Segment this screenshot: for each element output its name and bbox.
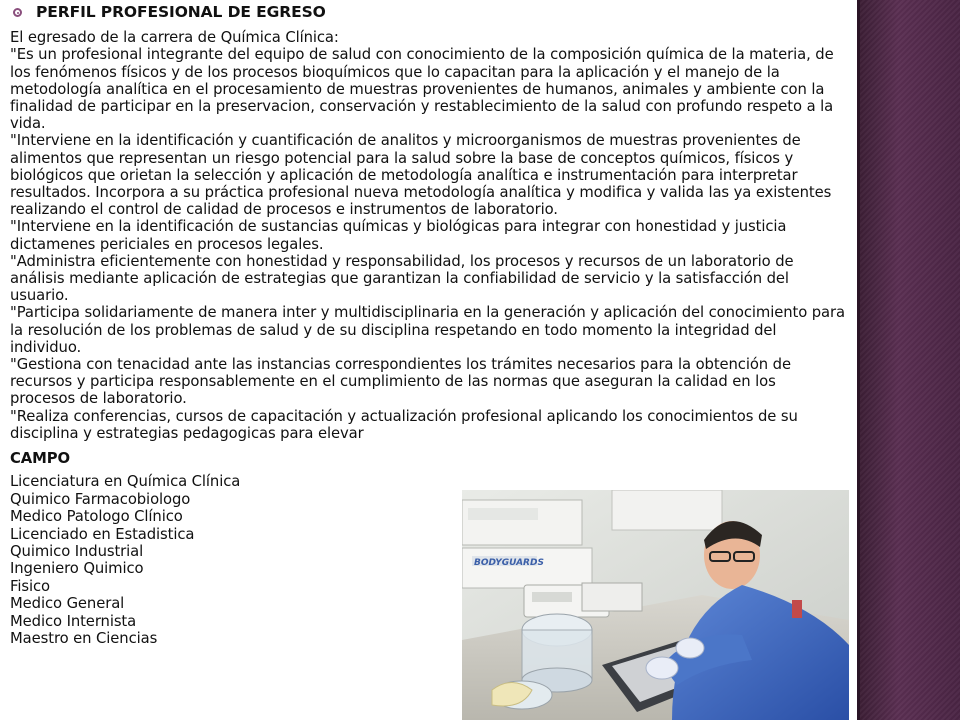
- campo-item: Fisico: [10, 577, 50, 595]
- intro-text: El egresado de la carrera de Química Clínica:: [10, 29, 339, 47]
- campo-item: Medico General: [10, 595, 125, 613]
- photo-box-label: BODYGUARDS: [474, 558, 544, 568]
- profile-paragraph: "Realiza conferencias, cursos de capacitación y actualización profesional aplicando los conocimientos de su disciplina y estrategias pedagogicas para elevar: [10, 407, 798, 442]
- campo-item: Licenciatura en Química Clínica: [10, 473, 241, 491]
- profile-paragraph: "Gestiona con tenacidad ante las instancias correspondientes los trámites necesarios para la obtención de recursos y participa responsablemente en el cumplimiento de las normas que aseguran la calidad en los procesos de laboratorio.: [10, 356, 791, 408]
- campo-item: Quimico Industrial: [10, 542, 144, 560]
- campo-item: Ingeniero Quimico: [10, 560, 144, 578]
- profile-paragraph: "Administra eficientemente con honestidad y responsabilidad, los procesos y recursos de un laboratorio de análisis mediante aplicación de estrategias que garantizan la confiabilidad de servicio y la satisfacción del usuario.: [10, 252, 794, 305]
- ring-bullet-icon: [13, 8, 22, 17]
- profile-paragraph: "Interviene en la identificación de sustancias químicas y biológicas para integrar con honestidad y justicia dictamenes periciales en procesos legales.: [10, 218, 787, 253]
- campo-item: Medico Patologo Clínico: [10, 508, 183, 526]
- campo-heading: CAMPO: [10, 450, 70, 468]
- slide-heading: PERFIL PROFESIONAL DE EGRESO: [36, 3, 326, 21]
- profile-paragraph: "Interviene en la identificación y cuantificación de analitos y microorganismos de muestras provenientes de alimentos que representan un riesgo potencial para la salud sobre la base de conceptos químicos, físicos y biológicos que orietan la selección y aplicación de metodología analítica e instrumentación para interpretar resultados. Incorpora a su práctica profesional nueva metodología analítica y modifica y valida las ya existentes realizando el control de calidad de procesos e instrumentos de laboratorio.: [10, 132, 832, 219]
- campo-item: Quimico Farmacobiologo: [10, 490, 191, 508]
- campo-item: Medico Internista: [10, 612, 137, 630]
- decorative-side-bar: [857, 0, 960, 720]
- profile-paragraph: "Participa solidariamente de manera inter y multidisciplinaria en la generación y aplicación del conocimiento para la resolución de los problemas de salud y de su disciplina respetando en todo momento la integridad del individuo.: [10, 304, 845, 356]
- profile-paragraph: "Es un profesional integrante del equipo de salud con conocimiento de la composición química de la materia, de los fenómenos físicos y de los procesos bioquímicos que lo capacitan para la aplicación y el manejo de la metodología analítica en el procesamiento de muestras provenientes de humanos, animales y ambiente con la finalidad de participar en la preservacion, conservación y restablecimiento de la salud con profundo respeto a la vida.: [10, 46, 834, 133]
- lab-photo: [462, 490, 849, 720]
- campo-item: Maestro en Ciencias: [10, 629, 158, 647]
- heading-row: [10, 4, 845, 21]
- campo-item: Licenciado en Estadistica: [10, 525, 195, 543]
- lab-photo-illustration: [462, 490, 849, 720]
